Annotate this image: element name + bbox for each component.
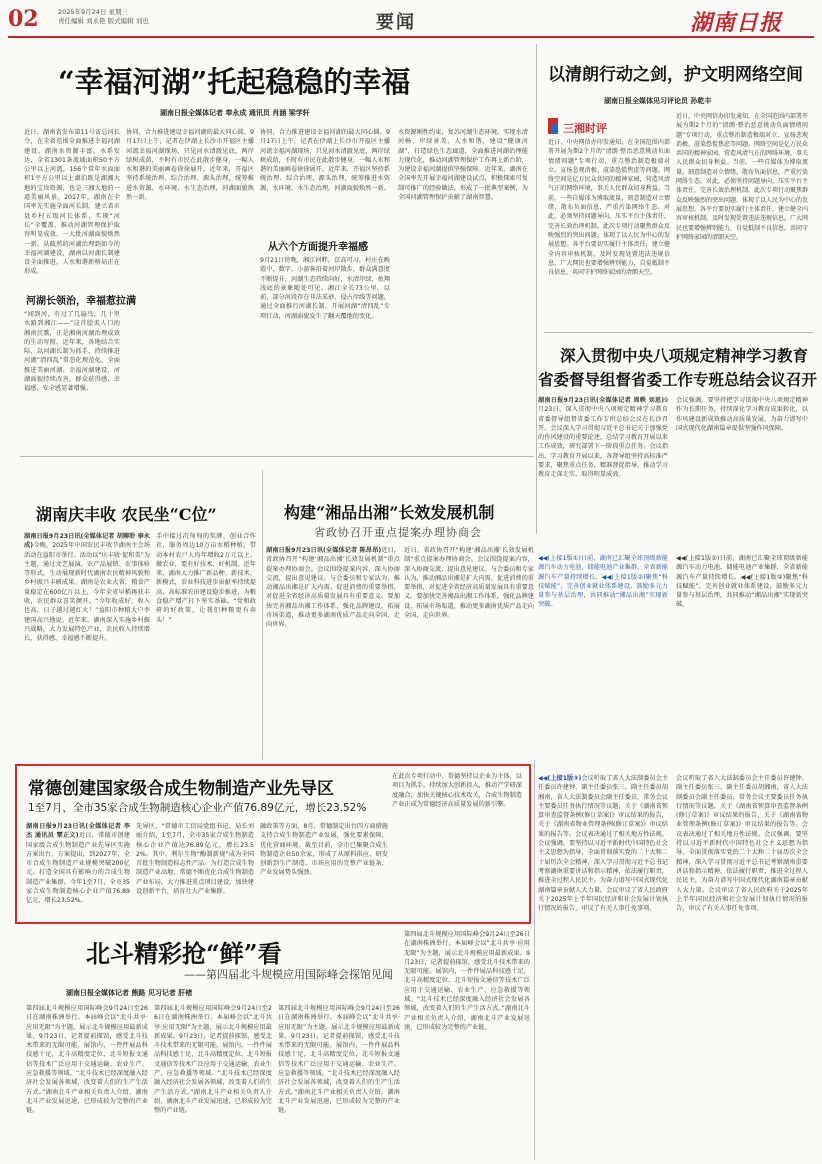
xiang-subheadline: 省政协召开重点提案办理协商会 xyxy=(314,526,482,539)
beidou-subheadline: ——第四届北斗规模应用国际峰会探馆见闻 xyxy=(184,968,393,981)
river-body-col3a: 协同，合力推进建设幸福河湖的最大同心圆。9月17日上午，记者在伊湖上长沙市开福区主播河流幸福河湖现场，只见河水清澈见底，两岸绿树成荫，不时有市民在此散步健身，一幅人水和谐的美丽画卷徐徐展开。近年来，开福区坚持系统治理、综合治理、源头治理，统筹推进水资源、水环境、水生态治理，河湖面貌焕然一新。 xyxy=(260,129,390,192)
beidou-body-col1: 第四届北斗规模应用国际峰会9月24日至26日在湖南株洲举行。本届峰会以“北斗共享·应用无限”为主题，展示北斗规模应用最新成果。9月23日，记者提前探馆，感受北斗技术带来的无限可能。展馆内，一件件展品科技感十足，北斗高精度定位、北斗短报文通信等技术广泛应用于交通运输、农业生产、应急救援等领域。“北斗技术已经深度融入经济社会发展各领域，改变着人们的生产生活方式。”湖南北斗产业相关负责人介绍，湖南北斗产业发展迅速，已形成较为完整的产业链。 xyxy=(26,1005,148,1115)
xiang-body-col2: 近日，省政协召开“构建‘湘品出湘’长效发展机制”重点提案办理协商会。会议围绕提案内容，深入协商交流，提出意见建议。与会委员和专家认为，推动湘品出湘是扩大内需、促进消费的重要举措，对促进全省经济高质量发展具有重要意义。要加快完善湘品出湘工作体系，强化品牌建设，拓展市场渠道，推动更多湖南优质产品走向全国、走向世界。 xyxy=(404,547,534,620)
eight-rules-text: 9月23日，深入贯彻中央八项规定精神学习教育省委督导组督省委工作专班总结会议在长沙召开。会议深入学习贯彻习近平总书记关于加强党的作风建设的重要论述，总结学习教育开展以来工作成效，研究部署下一阶段重点任务。会议指出，学习教育开展以来，各督导组坚持高标准严要求，聚焦重点任务，精准督促指导，推动学习教育走深走实、取得明显成效。 xyxy=(538,397,668,479)
beidou-byline: 湖南日报全媒体记者 熊路 见习记者 肝楮 xyxy=(66,989,193,997)
commentary-logo-accent-icon xyxy=(552,124,558,134)
synthetic-bio-headline: 常德创建国家级合成生物制造产业先导区 xyxy=(28,779,334,799)
page-number: 02 xyxy=(8,6,39,32)
xiang-text: 近日，省政协召开“构建‘湘品出湘’长效发展机制”重点提案办理协商会。会议围绕提案内容，深入协商交流，提出意见建议。与会委员和专家认为，推动湘品出湘是扩大内需、促进消费的重要举措，对促进全省经济高质量发展具有重要意义。要加快完善湘品出湘工作体系，强化品牌建设，拓展市场渠道，推动更多湖南优质产品走向全国、走向世界。 xyxy=(266,547,400,629)
editor-line: 责任编辑 刘永艳 版式编辑 刘也 xyxy=(58,17,149,25)
divider-cyber xyxy=(544,332,814,333)
continuation-col2: ◀◀(上接1版①)日前，湖南已汇聚全球顶级新能源汽车动力电池、储能电池产业集群，全省新能源汽车产量持续增长。◀◀(上接1版②)聚焦“科技赋能”，完善创业就业体系建设，鼓励多元力量参与基层治理，共同推动“湘品出湘”实现新突破。 xyxy=(676,555,808,609)
agri-dateline: 湖南日报9月23日讯(全媒体记者 胡聊聆 奉永成) xyxy=(24,533,150,550)
masthead-rule xyxy=(8,36,814,38)
section-title: 要闻 xyxy=(376,12,416,33)
commentary-tag: 三湘时评 xyxy=(563,122,607,135)
xiang-headline: 构建“湘品出湘”长效发展机制 xyxy=(284,503,495,522)
synthetic-text: 近日，常德市创建国家级合成生物制造产业先导区实施方案出台。方案提出，到2027年，全市合成生物制造产业规模突破200亿元，打造全国具有影响力的合成生物制造产业集群。今年1至7月，全市35家合成生物制造核心企业产值76.89亿元，增长23.52%。 xyxy=(26,832,130,905)
newspaper-logo: 湖南日报 xyxy=(690,10,783,36)
agri-body-col1 xyxy=(24,532,150,760)
beidou-body-col3: 第四届北斗规模应用国际峰会9月24日至26日在湖南株洲举行。本届峰会以“北斗共享·应用无限”为主题，展示北斗规模应用最新成果。9月23日，记者提前探馆，感受北斗技术带来的无限可能。展馆内，一件件展品科技感十足，北斗高精度定位、北斗短报文通信等技术广泛应用于交通运输、农业生产、应急救援等领域。“北斗技术已经深度融入经济社会发展各领域，改变着人们的生产生活方式。”湖南北斗产业相关负责人介绍，湖南北斗产业发展迅速，已形成较为完整的产业链。 xyxy=(278,1005,400,1115)
cyber-byline: 湖南日报全媒体见习评论员 孙乾丰 xyxy=(604,97,712,105)
column-divider xyxy=(536,44,537,534)
river-byline: 湖南日报全媒体记者 奉永成 通讯员 肖涵 梁学轩 xyxy=(160,109,310,117)
eight-rules-dateline: 湖南日报9月23日讯(全媒体记者 周帙 刘思) xyxy=(538,397,665,404)
river-body-col4: 水资源刚性约束，复苏河湖生态环境，实现水清河畅、岸绿景美、人水和谐，建设“健康河湖”，打造绿色生态廊道，全面推进河湖治理能力现代化，推动河湖管理保护工作再上新台阶，为建设幸福河湖提供坚强保障。近年来，湖南在全国率先开展幸福河湖建设试点，积极探索可复制可推广的经验做法，形成了一批典型案例，为全国河湖管理保护贡献了湖南智慧。 xyxy=(398,129,528,202)
updates-body-col1 xyxy=(538,774,668,1160)
cyber-body-col2: 近日，中央网信办印发通知，在全国范围内部署开展为期2个月的“清朗·整治恶意挑动负面情绪问题”专项行动，重点整治制造极端对立、宣扬悲观消极、渲染恐慌焦虑等问题。网络空间是亿万民众共同的精神家园，营造风清气正的网络环境，事关人民群众切身利益。当前，一些自媒体为博取流量，刻意制造对立情绪，散布负面信息，严重污染网络生态。对此，必须坚持问题导向，压实平台主体责任，完善长效治理机制。此次专项行动聚焦群众反映强烈的突出问题，体现了以人民为中心的发展思想。各平台要切实履行主体责任，建立健全内容审核机制，及时发现处置违法违规信息。广大网民也要增强辨别能力，自觉抵制不良信息，共同守护网络家园的清朗天空。 xyxy=(676,113,808,241)
river-body-col3b: 9月21日傍晚，湘江河畔，京高可习，村庄在晚霞中，数字，小游客沿着河岸散步，群众满意度不断提升，河湖生态持续向好，水清岸绿、鱼翔浅底的景象随处可见。湘江全长73公里，以前，部分河段存在非法采砂、侵占岸线等问题，通过全面推行河湖长制，开展河湖“清四乱”专项行动，河湖面貌发生了翻天覆地的变化。 xyxy=(260,257,390,320)
cyber-body-col1: 近日，中央网信办印发通知，在全国范围内部署开展为期2个月的“清朗·整治恶意挑动负面情绪问题”专项行动，重点整治制造极端对立、宣扬悲观消极、渲染恐慌焦虑等问题。网络空间是亿万民众共同的精神家园，营造风清气正的网络环境，事关人民群众切身利益。当前，一些自媒体为博取流量，刻意制造对立情绪，散布负面信息，严重污染网络生态。对此，必须坚持问题导向，压实平台主体责任，完善长效治理机制。此次专项行动聚焦群众反映强烈的突出问题，体现了以人民为中心的发展思想。各平台要切实履行主体责任，建立健全内容审核机制，及时发现处置违法违规信息。广大网民也要增强辨别能力，自觉抵制不良信息，共同守护网络家园的清朗天空。 xyxy=(548,139,670,277)
updates-text: 会议听取了省人大法制委员会主任委员许建钟、副主任委员张三、副主任委员胡湘南，省人大法制委员会副主任委员、常务会议主要委员任务执行情况等议题，关于《湖南省预算审查监督条例(修订草案)》审议结果的报告，关于《湖南省物业管理条例(修订草案)》审议结果的报告等。会议表决通过了相关地方性法规。会议强调，要坚持以习近平新时代中国特色社会主义思想为指导，全面贯彻落实党的二十大和二十届历次全会精神，深入学习贯彻习近平总书记考察湖南重要讲话和指示精神，依法履行职责，推进全过程人民民主，为奋力谱写中国式现代化湖南篇章贡献人大力量。会议审议了省人民政府关于2025年上半年国民经济和社会发展计划执行情况的报告，审议了有关人事任免事项。 xyxy=(538,775,668,913)
beidou-body-col2: 第四届北斗规模应用国际峰会9月24日至26日在湖南株洲举行。本届峰会以“北斗共享·应用无限”为主题，展示北斗规模应用最新成果。9月23日，记者提前探馆，感受北斗技术带来的无限可能。展馆内，一件件展品科技感十足，北斗高精度定位、北斗短报文通信等技术广泛应用于交通运输、农业生产、应急救援等领域。“北斗技术已经深度融入经济社会发展各领域，改变着人们的生产生活方式。”湖南北斗产业相关负责人介绍，湖南北斗产业发展迅速，已形成较为完整的产业链。 xyxy=(154,1005,272,1115)
agri-text: 今晚，2025年中国农民丰收节湖南主会场活动在益阳市举行。活动以“庆丰收·促和美”为主题，通过文艺展演、农产品展销、农事体验等形式，生动展现新时代湖南农民精神风貌和乡村振兴丰硕成果。湖南是农业大省，粮食产量稳定在600亿斤以上，今年全省早稻再获丰收，农民群众喜笑颜开。“今年收成好，收入也高，日子越过越红火！”益阳市种粮大户李建国高兴地说。近年来，湖南深入实施乡村振兴战略，大力发展特色产业，农民收入持续增长，获得感、幸福感不断提升。 xyxy=(24,542,150,643)
cyber-headline: 以清朗行动之剑，护文明网络空间 xyxy=(548,65,803,85)
river-body-col2: 协同，合力推进建设幸福河湖的最大同心圆。9月17日上午，记者在伊湖上长沙市开福区主播河流幸福河湖现场，只见河水清澈见底，两岸绿树成荫，不时有市民在此散步健身，一幅人水和谐的美丽画卷徐徐展开。近年来，开福区坚持系统治理、综合治理、源头治理，统筹推进水资源、水环境、水生态治理，河湖面貌焕然一新。 xyxy=(126,129,254,202)
agri-headline: 湖南庆丰收 农民坐“C位” xyxy=(36,505,217,524)
eight-rules-body-col1 xyxy=(538,396,668,546)
xiang-body-col1 xyxy=(266,546,400,756)
synthetic-bio-subheadline: 1至7月，全市35家合成生物制造核心企业产值76.89亿元，增长23.52% xyxy=(28,802,367,814)
divider-agri xyxy=(262,470,263,760)
xiang-dateline: 湖南日报9月23日讯(全媒体记者 陈昂昂) xyxy=(266,547,382,554)
eight-rules-body-col2: 会议强调，要坚持把学习贯彻中央八项规定精神作为长期任务，持续深化学习教育成果转化，以作风建设新成效推动高质量发展，为奋力谱写中国式现代化湖南篇章提供坚强作风保障。 xyxy=(676,397,808,432)
river-body-col1b: “闻到河，有过了几遍鸟，几十里水路到湘江——”这首脍炙人口的湘南民歌，正是湘南河湖治理成效的生动写照。近年来，各地结合实际，以河湖长制为抓手，持续推进河湖“清四乱”常态化规范化，全面推进美丽河湖、幸福河湖建设，河湖面貌持续改善，群众获得感、幸福感、安全感显著增强。 xyxy=(24,311,120,393)
river-subhead-2: 从六个方面提升幸福感 xyxy=(268,242,368,253)
synthetic-dateline: 湖南日报9月23日讯(全媒体记者 李杰 通讯员 覃正义) xyxy=(26,823,130,840)
synthetic-bio-body-col1 xyxy=(26,822,130,914)
right-column-divider xyxy=(534,760,535,1160)
beidou-headline: 北斗精彩抢“鲜”看 xyxy=(86,939,282,968)
river-subhead-1: 河湖长领治，幸福惹拉满 xyxy=(26,296,136,307)
synthetic-bio-body-col4: 在此次专项行动中，常德坚持以企业为主体，以项目为抓手，持续加大创新投入，推动产学研深度融合，加快关键核心技术攻关，合成生物制造产业正成为常德经济高质量发展的新引擎。 xyxy=(392,773,522,808)
divider-river xyxy=(20,456,534,457)
agri-body-col2: 手中接过沉甸甸的奖牌，创业合作社，服务周边10万亩水稻种植，带动本村农户人均年增收2万元以上。做农业，要有好技术、好机制。近年来，湖南大力推广新品种、新技术、新模式，农业科技进步贡献率持续提高，高标准农田建设稳步推进，为粮食稳产增产打下坚实基础。“党和政府的好政策，让我们种粮更有奔头！” xyxy=(156,533,256,624)
updates-body-col2: 会议听取了省人大法制委员会主任委员许建钟、副主任委员张三、副主任委员胡湘南，省人大法制委员会副主任委员、常务会议主要委员任务执行情况等议题，关于《湖南省预算审查监督条例(修订草案)》审议结果的报告，关于《湖南省物业管理条例(修订草案)》审议结果的报告等。会议表决通过了相关地方性法规。会议强调，要坚持以习近平新时代中国特色社会主义思想为指导，全面贯彻落实党的二十大和二十届历次全会精神，深入学习贯彻习近平总书记考察湖南重要讲话和指示精神，依法履行职责，推进全过程人民民主，为奋力谱写中国式现代化湖南篇章贡献人大力量。会议审议了省人民政府关于2025年上半年国民经济和社会发展计划执行情况的报告，审议了有关人事任免事项。 xyxy=(676,775,808,913)
synthetic-bio-body-col3: 融政策等方面，8月，常德制定出台四方面措施支持合成生物制造产业发展，强化要素保障，优化营商环境。截至目前，全市已集聚合成生物制造企业50余家，形成了从原料供应、研发创新到生产制造、市场应用的完整产业链条，产业发展势头强劲。 xyxy=(260,823,388,877)
eight-rules-headline-2: 省委督导组督省委工作专班总结会议召开 xyxy=(538,370,818,389)
river-headline: “幸福河湖”托起稳稳的幸福 xyxy=(58,65,411,99)
beidou-body-col4: 第四届北斗规模应用国际峰会9月24日至26日在湖南株洲举行。本届峰会以“北斗共享·应用无限”为主题，展示北斗规模应用最新成果。9月23日，记者提前探馆，感受北斗技术带来的无限可能。展馆内，一件件展品科技感十足，北斗高精度定位、北斗短报文通信等技术广泛应用于交通运输、农业生产、应急救援等领域。“北斗技术已经深度融入经济社会发展各领域，改变着人们的生产生活方式。”湖南北斗产业相关负责人介绍，湖南北斗产业发展迅速，已形成较为完整的产业链。 xyxy=(404,931,530,1031)
river-body-col1: 近日，湖南省发布第11号省总河长令，在全省范围全面推进幸福河湖建设。湖南水资源丰富，水系发达，全省1301条流域面积50平方公里以上河流，156个常年水面面积1平方公里以上湖泊既是湖湘大地的宝贵资源，也是三湘大地的一道美丽风景。2017年，湖南在全国率先实施全面河长制，建立省市县乡村五级河长体系，实现“河长”全覆盖，推动河湖管理保护取得明显成效，一大批河湖面貌焕然一新。从截然的河湖治理到如今的幸福河湖建设，湖南以河湖长制建设全面推进，人水和谐新格局正在形成。 xyxy=(24,129,120,276)
date-line: 2025年9月24日 星期三 xyxy=(58,8,129,16)
updates-lead: ◀◀(上接1版③) xyxy=(538,775,582,782)
masthead-meta xyxy=(58,8,149,26)
eight-rules-headline-1: 深入贯彻中央八项规定精神学习教育 xyxy=(560,346,809,365)
continuation-col1: ◀◀(上接1版①)日前，湖南已汇聚全球顶级新能源汽车动力电池、储能电池产业集群，全省新能源汽车产量持续增长。◀◀(上接1版②)聚焦“科技赋能”，完善创业就业体系建设，鼓励多元力量参与基层治理，共同推动“湘品出湘”实现新突破。 xyxy=(538,555,668,609)
synthetic-bio-body-col2: 先导区，“常德市工信局党组书记、局长刘丽介绍，1至7月，全市35家合成生物制造核心企业产值达76.89亿元，增长23.52%。其中，利尔生物“酶制新规”成为全国首批生物制造标志性产品。为打造合成生物制造产业高地，常德不断优化合成生物制造产业布局，大力推进重点项目建设，加快建设创新平台，培育壮大产业集群。 xyxy=(136,823,254,896)
